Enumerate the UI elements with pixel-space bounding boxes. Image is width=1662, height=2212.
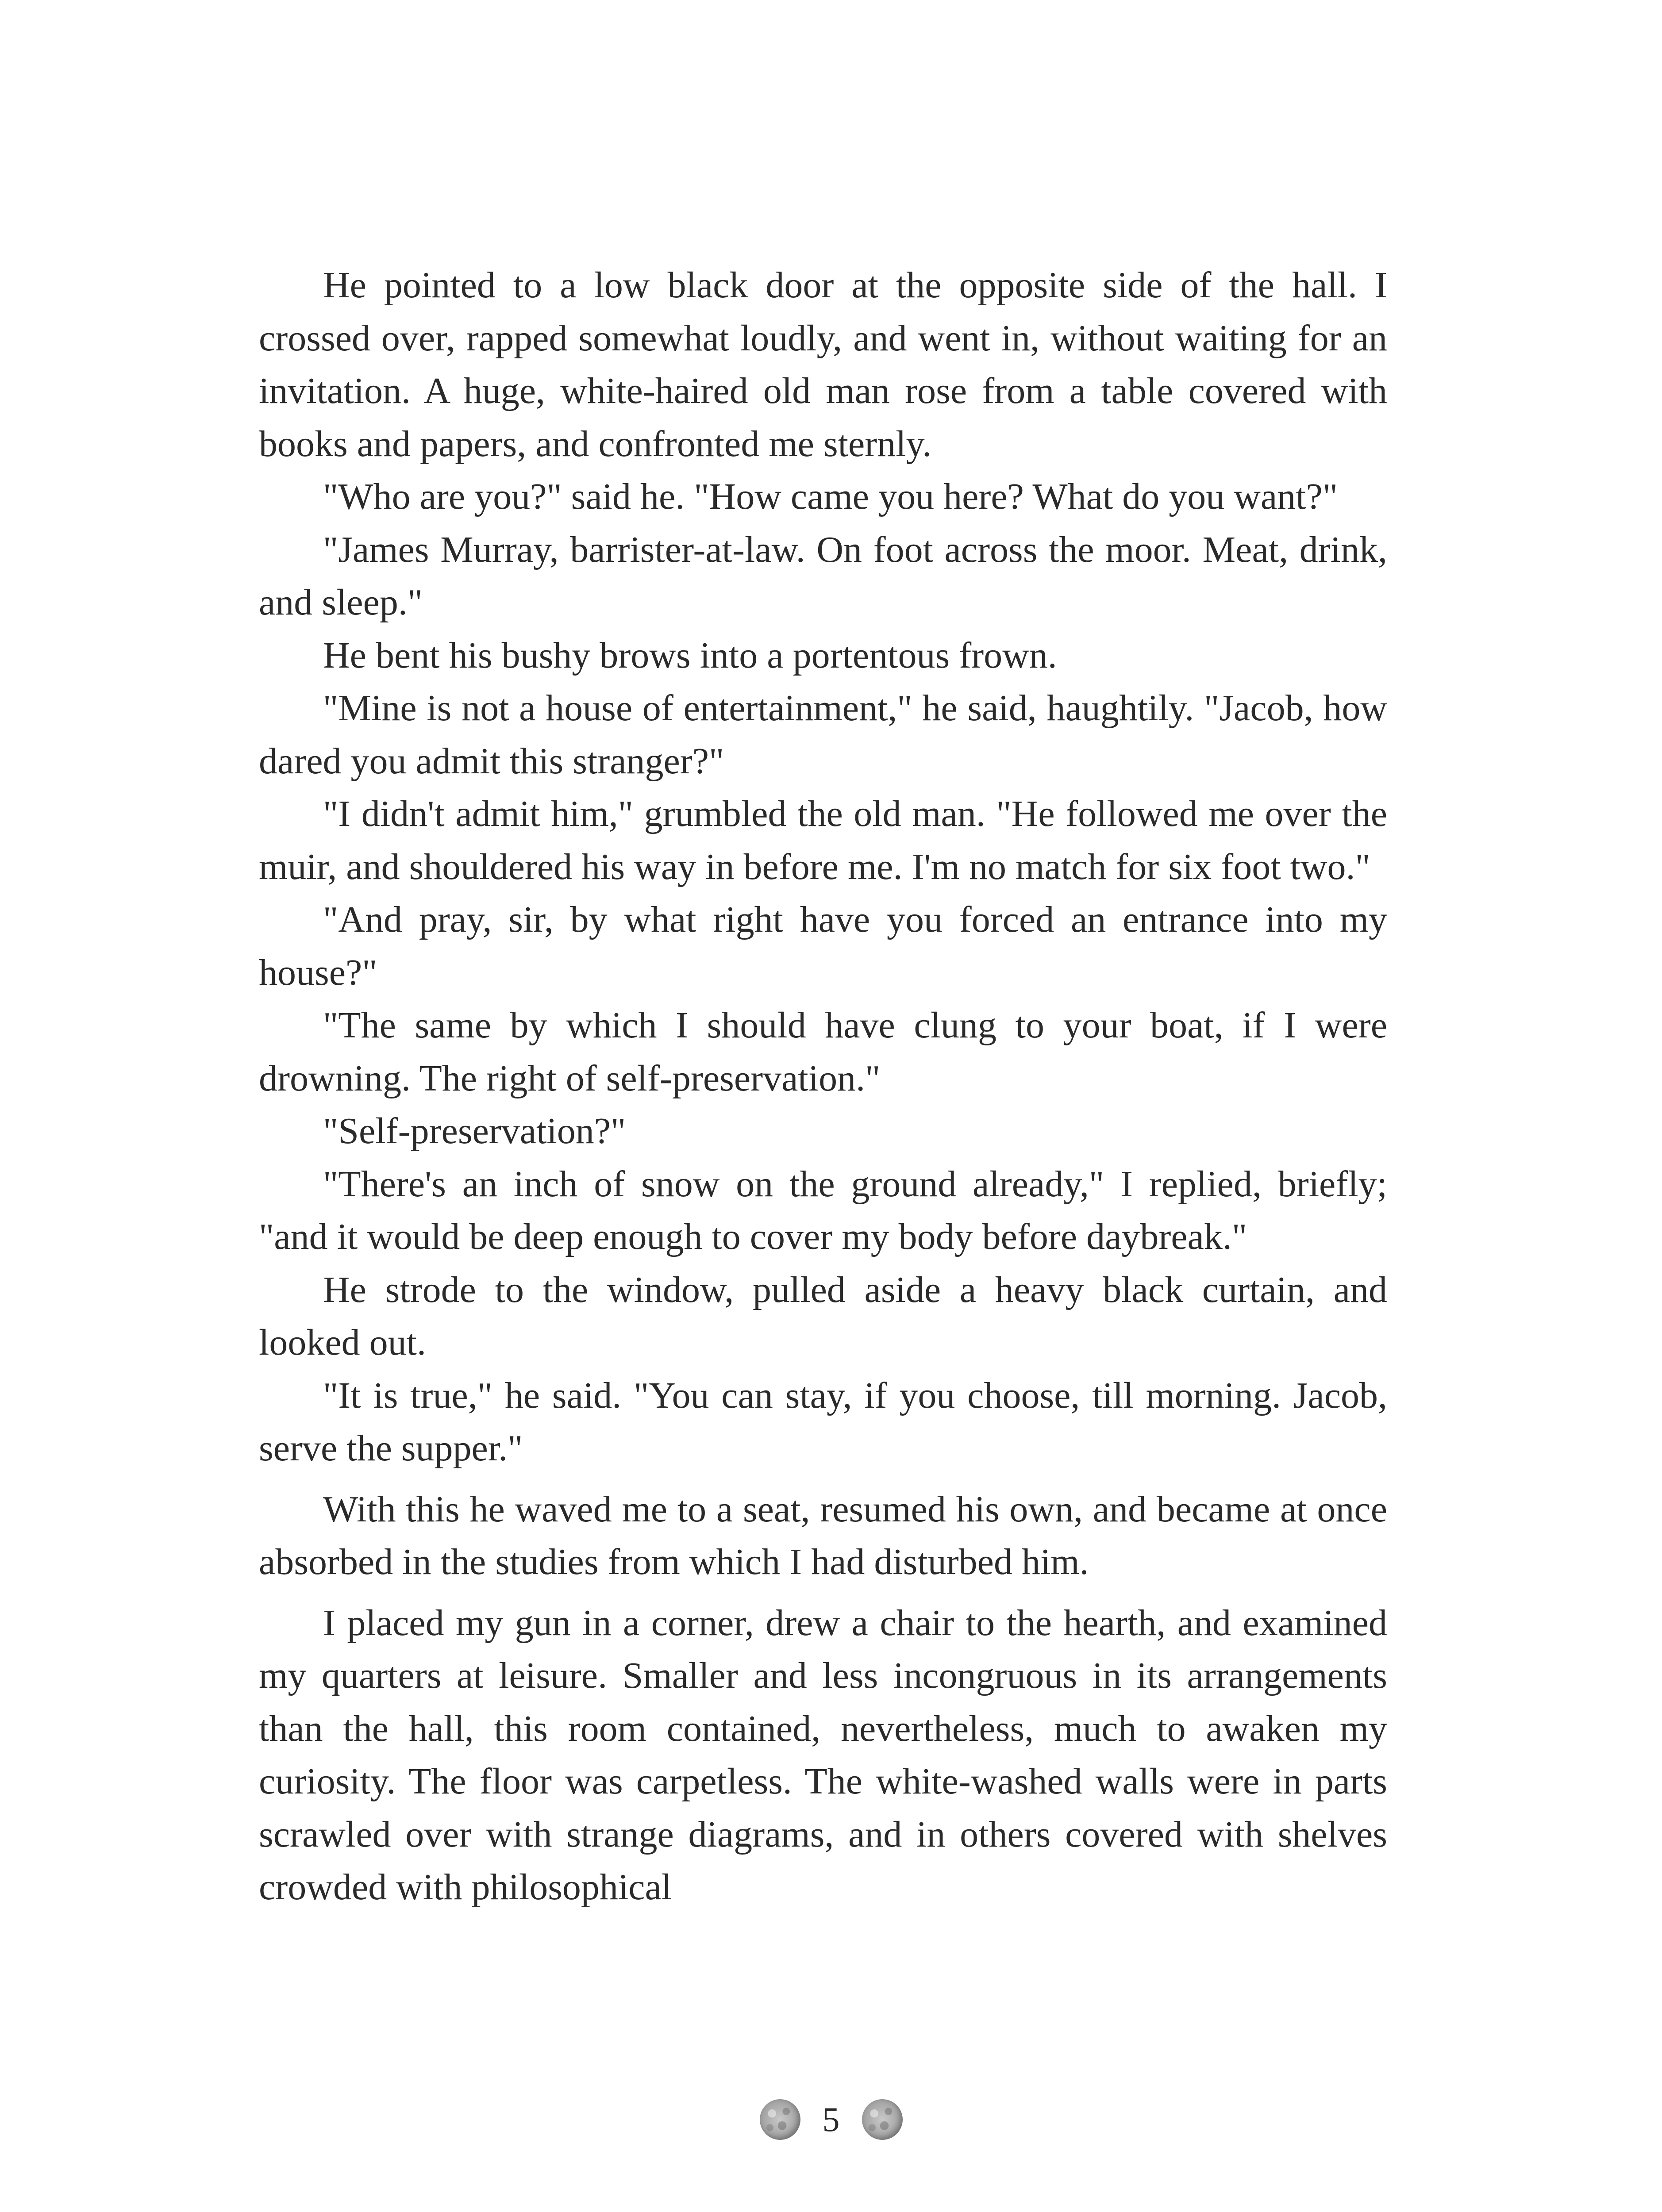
- moon-icon: [862, 2099, 903, 2140]
- paragraph-8: "The same by which I should have clung to your boat, if I were drowning. The right of self-preservation.": [259, 1005, 1387, 1099]
- paragraph-14: I placed my gun in a corner, drew a chair to the hearth, and examined my quarters at leisure. Smaller and less incongruous in its arrangements than the hall, this room contained, nevertheless, much to awaken my curiosity. The floor was carpetless. The white-washed walls were in parts scrawled over with strange diagrams, and in others covered with shelves crowded with philosophical: [259, 1602, 1387, 1908]
- paragraph-9: "Self-preservation?": [323, 1110, 626, 1152]
- paragraph-10: "There's an inch of snow on the ground already," I replied, briefly; "and it would be deep enough to cover my body before daybreak.": [259, 1163, 1387, 1257]
- body-text: [259, 259, 1387, 1914]
- paragraph-1: He pointed to a low black door at the opposite side of the hall. I crossed over, rapped somewhat loudly, and went in, without waiting for an invitation. A huge, white-haired old man rose from a table covered with books and papers, and confronted me sternly.: [259, 265, 1387, 465]
- paragraph-4: He bent his bushy brows into a portentous frown.: [323, 634, 1057, 676]
- paragraph-12: "It is true," he said. "You can stay, if you choose, till morning. Jacob, serve the supper.": [259, 1375, 1387, 1469]
- paragraph-13: With this he waved me to a seat, resumed his own, and became at once absorbed in the studies from which I had disturbed him.: [259, 1488, 1387, 1582]
- paragraph-6: "I didn't admit him," grumbled the old man. "He followed me over the muir, and shouldered his way in before me. I'm no match for six foot two.": [259, 793, 1387, 887]
- moon-icon: [760, 2099, 800, 2140]
- paragraph-7: "And pray, sir, by what right have you forced an entrance into my house?": [259, 899, 1387, 993]
- paragraph-2: "Who are you?" said he. "How came you here? What do you want?": [323, 476, 1338, 517]
- page-footer: [0, 2099, 1662, 2140]
- paragraph-5: "Mine is not a house of entertainment," he said, haughtily. "Jacob, how dared you admit this stranger?": [259, 687, 1387, 782]
- page-number: 5: [822, 2100, 840, 2139]
- paragraph-11: He strode to the window, pulled aside a heavy black curtain, and looked out.: [259, 1269, 1387, 1363]
- paragraph-3: "James Murray, barrister-at-law. On foot across the moor. Meat, drink, and sleep.": [259, 529, 1387, 623]
